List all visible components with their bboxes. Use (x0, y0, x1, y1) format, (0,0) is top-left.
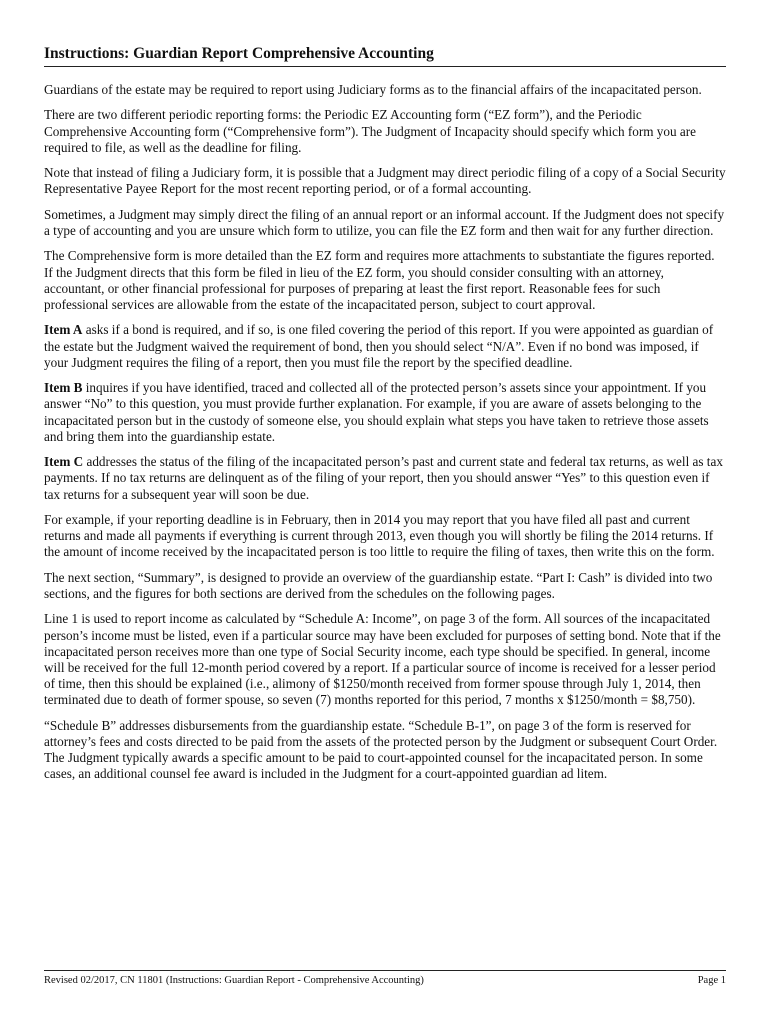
paragraph-text: asks if a bond is required, and if so, is one filed covering the period of this report. If you were appointed as guardian of the estate but the Judgment waived the requirement of bond, then you should select “N/A”. Even if no bond was imposed, if your Judgment requires the filing of a report, then you must file the report by the specified deadline. (44, 322, 714, 370)
paragraph-text: Sometimes, a Judgment may simply direct the filing of an annual report or an informal account. If the Judgment does not specify a type of accounting and you are unsure which form to utilize, you can file the EZ form and then wait for any further direction. (44, 206, 725, 238)
item-a-label: Item A (44, 322, 83, 338)
paragraph-comprehensive-form (44, 248, 726, 313)
paragraph-schedule-b (44, 718, 726, 783)
document-title: Instructions: Guardian Report Comprehensive Accounting (44, 44, 726, 67)
paragraph-text: Note that instead of filing a Judiciary form, it is possible that a Judgment may direct periodic filing of a copy of a Social Security Representative Payee Report for the most recent reporting period, or of a formal accounting. (44, 165, 726, 197)
paragraph-line-1 (44, 611, 726, 708)
paragraph-text: addresses the status of the filing of the incapacitated person’s past and current state and federal tax returns, as well as tax payments. If no tax returns are delinquent as of the filing of your report, then you should answer “Yes” to this question even if tax returns for a subsequent year will soon be due. (44, 454, 723, 502)
paragraph-text: The next section, “Summary”, is designed to provide an overview of the guardianship estate. “Part I: Cash” is divided into two sections, and the figures for both sections are derived from the schedules on the following pages. (44, 569, 713, 601)
page-footer (44, 970, 726, 988)
page-number: Page 1 (697, 975, 726, 986)
paragraph-annual-report (44, 207, 726, 239)
document-body (44, 82, 726, 792)
paragraph-intro (44, 82, 726, 98)
paragraph-text: For example, if your reporting deadline is in February, then in 2014 you may report that you have filed all past and current returns and made all payments if everything is current through 2013, even though you will shortly be filing the 2014 returns. If the amount of income received by the incapacitated person is too little to require the filing of taxes, then write this on the form. (44, 511, 715, 560)
paragraph-alternative-filing (44, 165, 726, 197)
paragraph-text: There are two different periodic reporting forms: the Periodic EZ Accounting form (“EZ form”), and the Periodic Comprehensive Accounting form (“Comprehensive form”). The Judgment of Incapacity should specify which form you are required to file, as well as the deadline for filing. (44, 107, 696, 155)
document-page (44, 0, 726, 1024)
paragraph-text: Guardians of the estate may be required to report using Judiciary forms as to the financial affairs of the incapacitated person. (44, 82, 702, 97)
paragraph-text: “Schedule B” addresses disbursements from the guardianship estate. “Schedule B-1”, on page 3 of the form is reserved for attorney’s fees and costs directed to be paid from the assets of the protected person by the Judgment or subsequent Court Order. The Judgment typically awards a specific amount to be paid to court-appointed counsel for the incapacitated person. In some cases, an additional counsel fee award is included in the Judgment for a court-appointed guardian ad litem. (44, 717, 718, 782)
paragraph-item-a (44, 322, 726, 371)
paragraph-text: inquires if you have identified, traced and collected all of the protected person’s assets since your appointment. If you answer “No” to this question, you must provide further explanation. For example, if you are aware of assets belonging to the incapacitated person but in the custody of someone else, you should explain what steps you have taken to retrieve those assets and bring them into the guardianship estate. (44, 380, 709, 444)
paragraph-text: Line 1 is used to report income as calculated by “Schedule A: Income”, on page 3 of the form. All sources of the incapacitated person’s income must be listed, even if a particular source may have been excluded for purposes of setting bond. Note that if the incapacitated person receives more than one type of Social Security income, each type should be specified. In general, income will be received for the full 12-month period covered by a report. If a particular source of income is received for a lesser period of time, then this should be explained (i.e., alimony of $1250/month received from former spouse through July 1, 2014, then terminated due to death of former spouse, so seven (7) months reported for this period, 7 months x $1250/month = $8,750). (44, 611, 721, 708)
paragraph-item-b (44, 380, 726, 445)
item-b-label: Item B (44, 380, 83, 396)
paragraph-text: The Comprehensive form is more detailed than the EZ form and requires more attachments to substantiate the figures reported. If the Judgment directs that this form be filed in lieu of the EZ form, you should consider consulting with an attorney, accountant, or other financial professional for purposes of preparing at least the first report. Reasonable fees for such professional services are allowable from the estate of the incapacitated person, subject to court approval. (44, 248, 715, 312)
paragraph-item-c (44, 454, 726, 503)
paragraph-forms (44, 107, 726, 156)
paragraph-tax-example (44, 512, 726, 561)
item-c-label: Item C (44, 454, 84, 470)
paragraph-summary (44, 570, 726, 602)
footer-revision: Revised 02/2017, CN 11801 (Instructions: Guardian Report - Comprehensive Accounting) (44, 975, 424, 986)
